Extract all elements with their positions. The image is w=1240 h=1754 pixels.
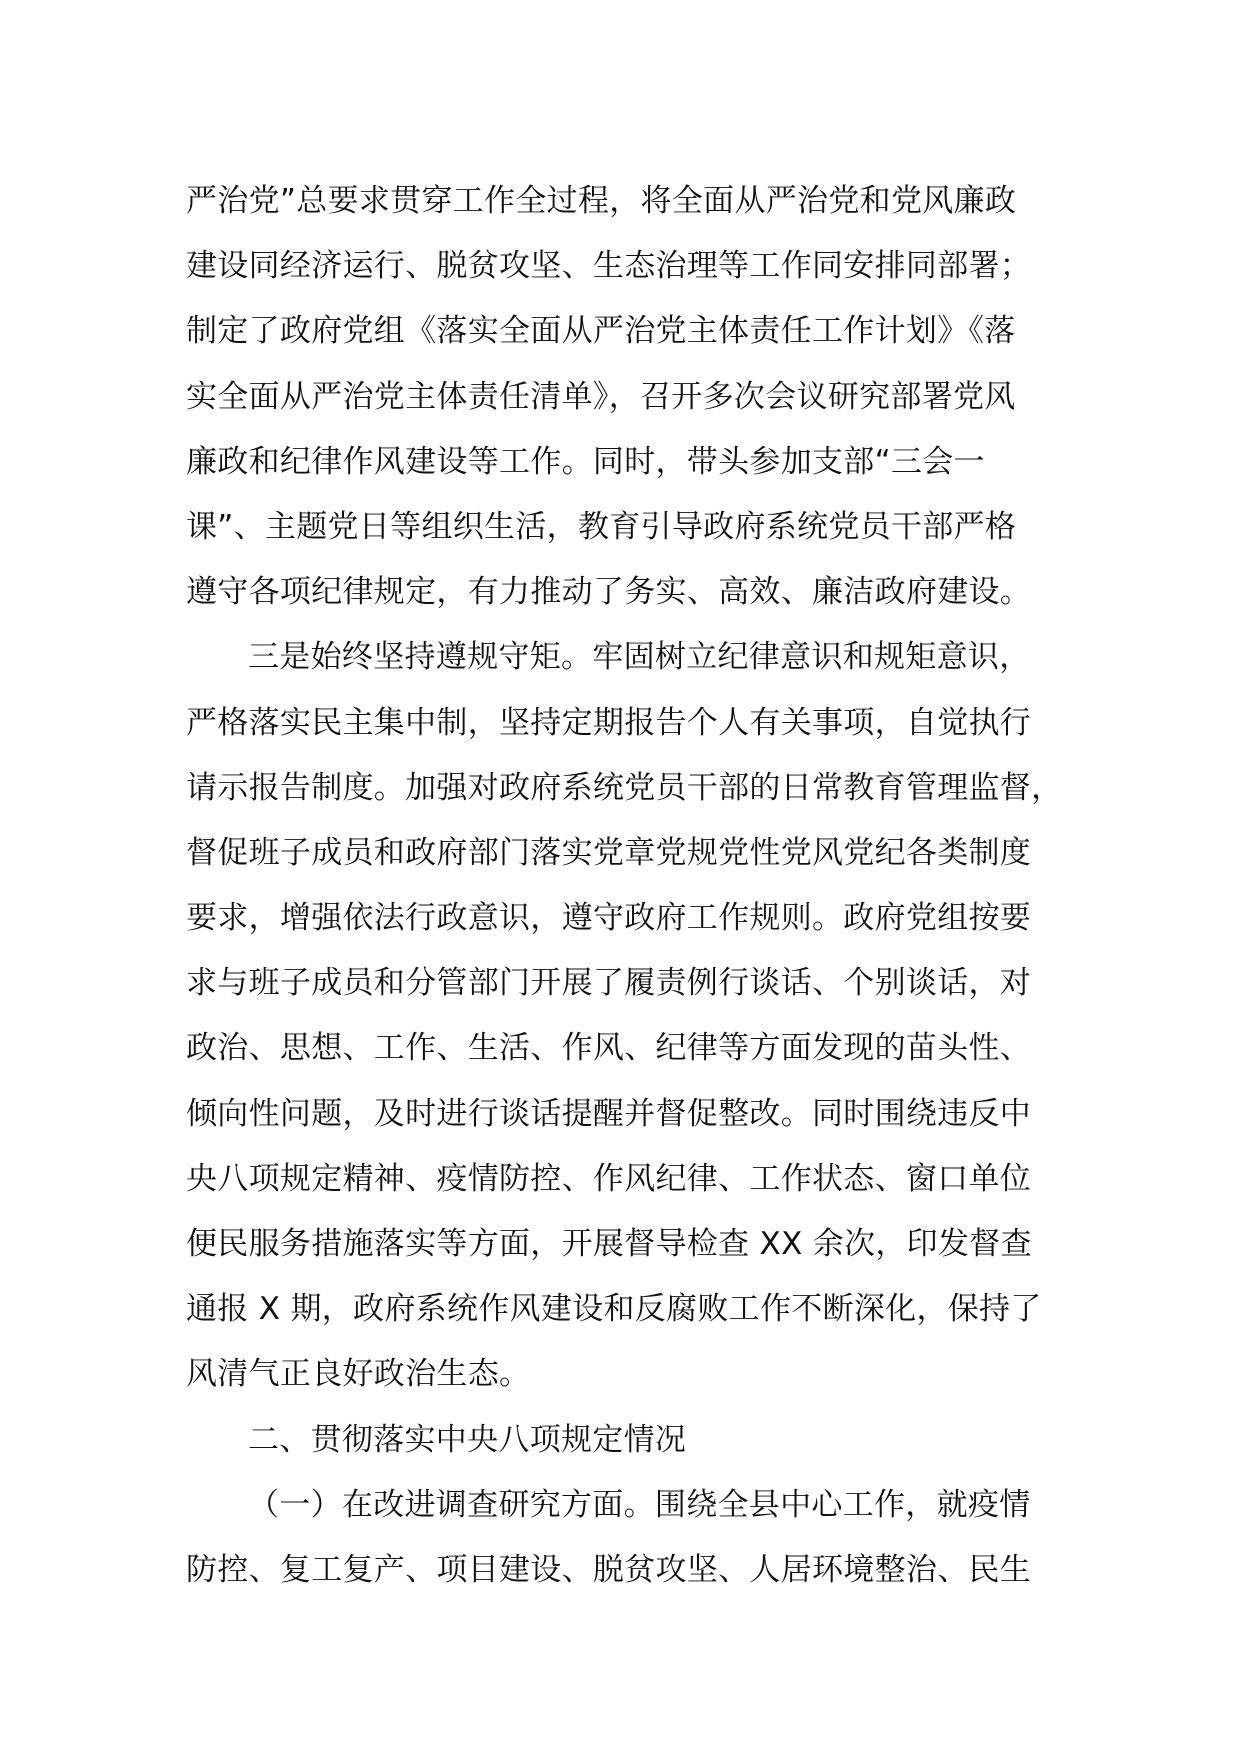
- text-line: 课”、主题党日等组织生活，教育引导政府系统党员干部严格: [186, 508, 1017, 545]
- text-line: 央八项规定精神、疫情防控、作风纪律、工作状态、窗口单位: [186, 1160, 1032, 1197]
- text-line: 求与班子成员和分管部门开展了履责例行谈话、个别谈话，对: [186, 965, 1032, 1002]
- text-line: 政治、思想、工作、生活、作风、纪律等方面发现的苗头性、: [186, 1030, 1032, 1067]
- text-line: 严治党”总要求贯穿工作全过程，将全面从严治党和党风廉政: [186, 183, 1017, 219]
- text-line: 制定了政府党组《落实全面从严治党主体责任工作计划》《落: [186, 313, 1016, 350]
- text-line: 实全面从严治党主体责任清单》，召开多次会议研究部署党风: [186, 378, 1016, 415]
- text-line: 廉政和纪律作风建设等工作。同时，带头参加支部“三会一: [186, 443, 985, 480]
- section-heading: 二、贯彻落实中央八项规定情况: [248, 1421, 687, 1458]
- document-body: [186, 169, 1066, 1603]
- text-line: 通报 X 期，政府系统作风建设和反腐败工作不断深化，保持了: [186, 1291, 1042, 1328]
- text-line: 督促班子成员和政府部门落实党章党规党性党风党纪各类制度: [186, 834, 1032, 871]
- paragraph-first-line: （一）在改进调查研究方面。围绕全县中心工作，就疫情: [248, 1486, 1031, 1523]
- text-line: 要求，增强依法行政意识，遵守政府工作规则。政府党组按要: [186, 900, 1032, 937]
- text-line: 风清气正良好政治生态。: [186, 1356, 531, 1393]
- text-line: 建设同经济运行、脱贫攻坚、生态治理等工作同安排同部署；: [186, 248, 1032, 285]
- text-line: 便民服务措施落实等方面，开展督导检查 XX 余次，印发督查: [186, 1226, 1032, 1262]
- text-line: 请示报告制度。加强对政府系统党员干部的日常教育管理监督，: [186, 769, 1063, 806]
- text-line: 遵守各项纪律规定，有力推动了务实、高效、廉洁政府建设。: [186, 574, 1032, 611]
- paragraph-first-line: 三是始终坚持遵规守矩。牢固树立纪律意识和规矩意识，: [248, 639, 1031, 676]
- text-line: 严格落实民主集中制，坚持定期报告个人有关事项，自觉执行: [186, 704, 1032, 741]
- text-line: 防控、复工复产、项目建设、脱贫攻坚、人居环境整治、民生: [186, 1551, 1032, 1588]
- text-line: 倾向性问题，及时进行谈话提醒并督促整改。同时围绕违反中: [186, 1095, 1032, 1132]
